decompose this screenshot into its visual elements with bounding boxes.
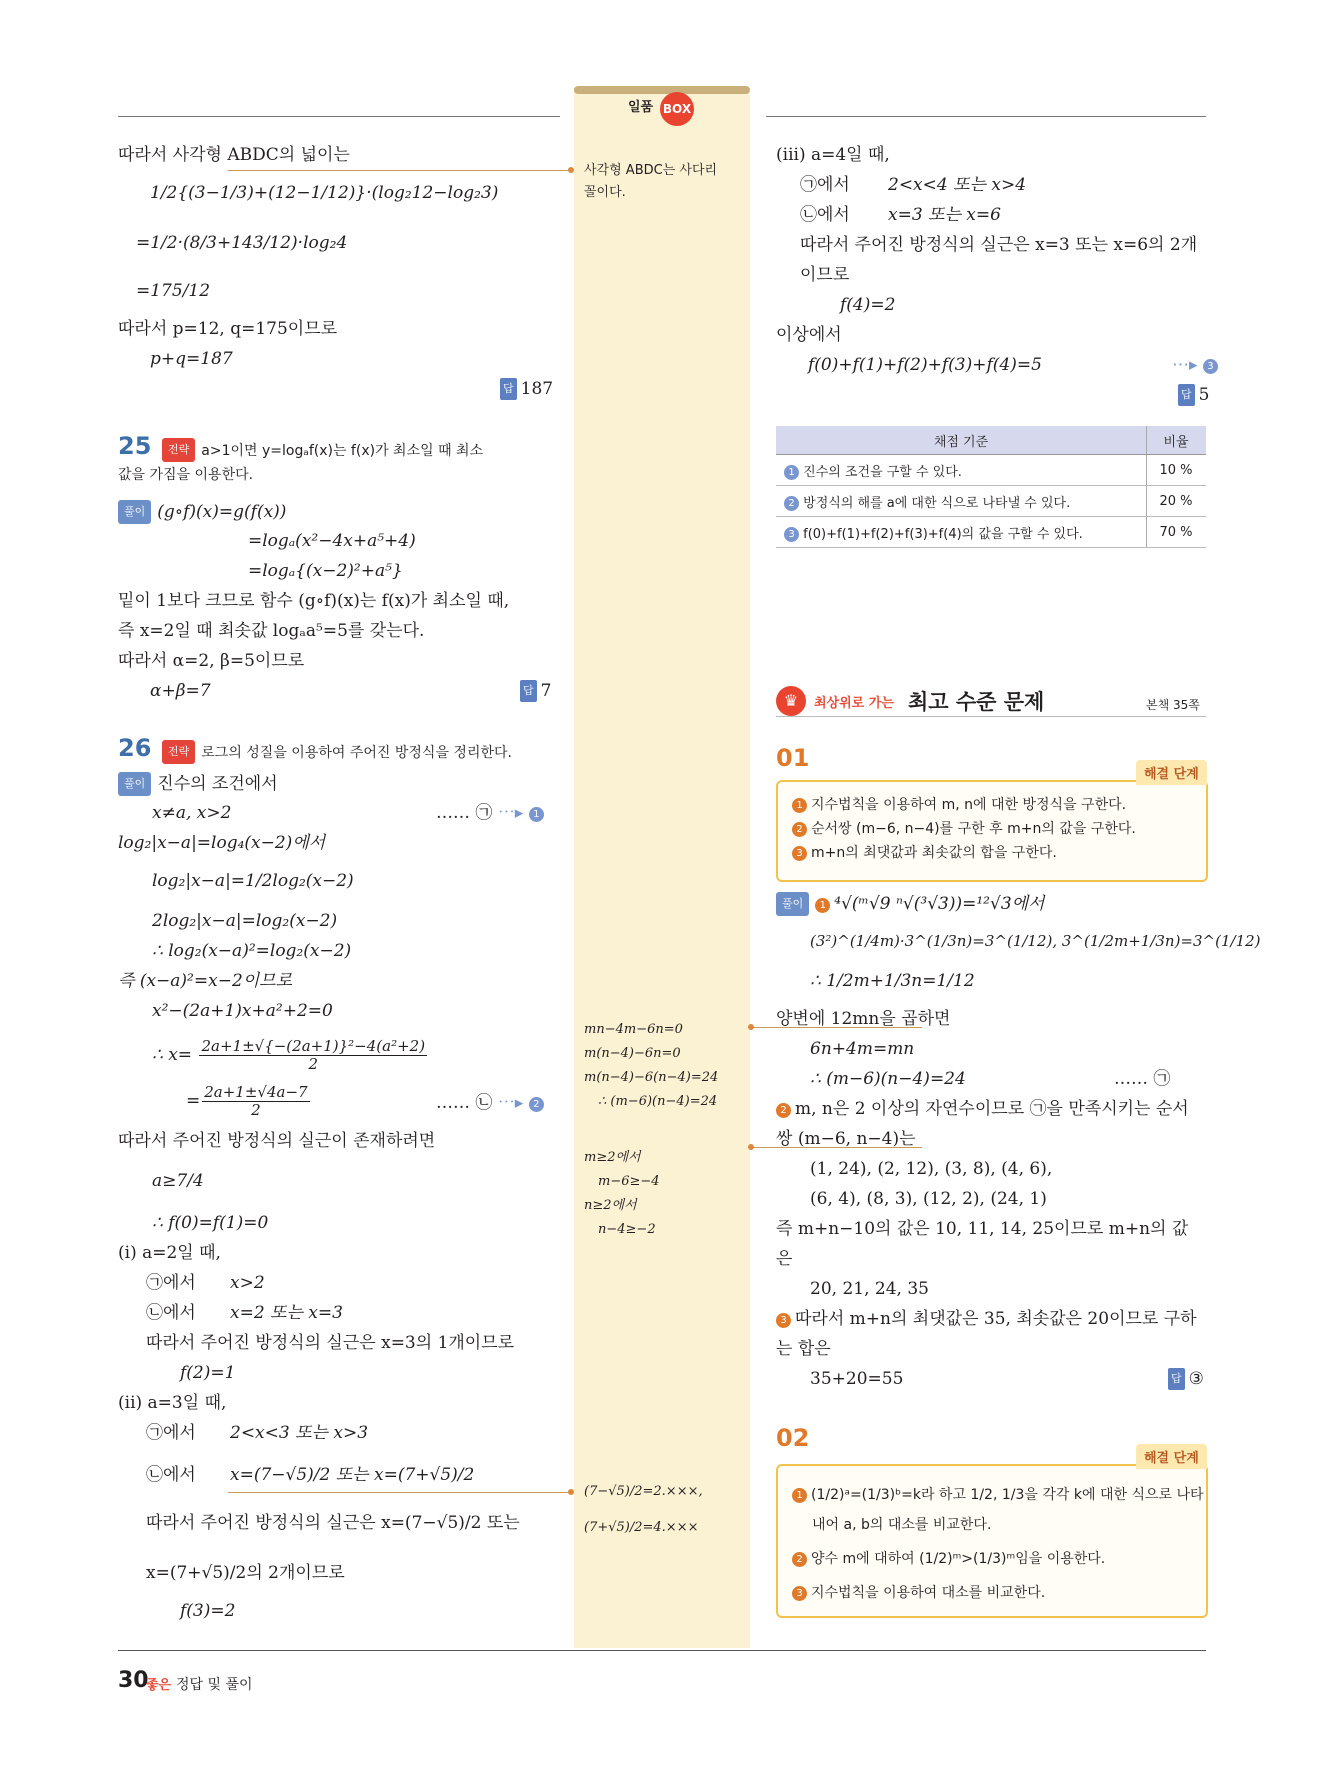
math-line: = $\frac{2a+1\pm√4a-7}{2}$	[186, 1083, 308, 1119]
answer-icon: 답	[520, 680, 537, 702]
side-math: (7+√5)/2=4.×××	[584, 1520, 699, 1535]
math-line: x>2	[230, 1273, 265, 1293]
math-line: 2log₂|x−a|=log₂(x−2)	[152, 911, 338, 931]
side-math: m≥2에서	[584, 1150, 641, 1165]
math-line: x≠a, x>2	[152, 803, 232, 823]
math-line: 6n+4m=mn	[810, 1039, 915, 1059]
answer-25: 답 7	[520, 680, 551, 702]
side-math: n≥2에서	[584, 1198, 637, 1213]
text-line: 이므로	[800, 265, 850, 285]
text-line: 이상에서	[776, 325, 842, 345]
side-note: 꼴이다.	[584, 185, 626, 200]
math-line: (3²)^(1/4m)·3^(1/3n)=3^(1/12), 3^(1/2m+1/3n)=3^(1/12)	[810, 932, 1261, 950]
text-line: ㉠에서	[146, 1273, 196, 1293]
math-line: =logₐ{(x−2)²+a⁵}	[248, 561, 403, 581]
math-line: =1/2·(8/3+143/12)·log₂4	[136, 233, 348, 253]
math-line: α+β=7	[150, 681, 211, 701]
equation-mark: …… ㉠	[1114, 1069, 1171, 1089]
step-item: 2 순서쌍 (m−6, n−4)를 구한 후 m+n의 값을 구한다.	[792, 818, 1136, 840]
text-line: 밑이 1보다 크므로 함수 (g∘f)(x)는 f(x)가 최소일 때,	[118, 591, 510, 611]
header-rule-right	[766, 116, 1206, 117]
side-math: m(n−4)−6n=0	[584, 1046, 681, 1061]
math-line: 즉 (x−a)²=x−2이므로	[118, 971, 293, 991]
note-pointer-dot	[748, 1024, 754, 1030]
section-title: 최고 수준 문제	[908, 690, 1045, 714]
math-line: f(4)=2	[840, 295, 896, 315]
math-line: ∴ log₂(x−a)²=log₂(x−2)	[152, 941, 352, 961]
text-line: 따라서 사각형 ABDC의 넓이는	[118, 145, 350, 165]
step-item: 1 (1/2)ᵃ=(1/3)ᵇ=k라 하고 1/2, 1/3을 각각 k에 대한 식으로 나타	[792, 1484, 1204, 1506]
text-line: 따라서 α=2, β=5이므로	[118, 651, 305, 671]
text-line: 따라서 p=12, q=175이므로	[118, 319, 338, 339]
side-note-column	[574, 88, 750, 1648]
box-badge: BOX	[660, 92, 694, 126]
note-pointer-dot	[568, 167, 574, 173]
footer-title: 정답 및 풀이	[176, 1677, 253, 1693]
math-line: 35+20=55	[810, 1369, 904, 1389]
text-line: 는 합은	[776, 1339, 831, 1359]
text-line: ㉡에서	[146, 1465, 196, 1485]
math-line: a≥7/4	[152, 1171, 204, 1191]
side-math: (7−√5)/2=2.×××,	[584, 1484, 703, 1499]
side-math: m−6≥−4	[598, 1174, 660, 1189]
step-item: 2 양수 m에 대하여 (1/2)ᵐ>(1/3)ᵐ임을 이용한다.	[792, 1548, 1105, 1570]
math-line: log₂|x−a|=log₄(x−2)에서	[118, 833, 326, 853]
text-line: ㉠에서	[146, 1423, 196, 1443]
strategy-line: 값을 가짐을 이용한다.	[118, 467, 254, 483]
footer-rule	[118, 1650, 1206, 1651]
math-line: (1, 24), (2, 12), (3, 8), (4, 6),	[810, 1159, 1053, 1179]
step-mark: ⋯▸ 3	[1172, 354, 1218, 376]
math-line: =logₐ(x²−4x+a⁵+4)	[248, 531, 416, 551]
note-pointer-dot	[748, 1144, 754, 1150]
steps-title: 해결 단계	[1136, 1444, 1207, 1469]
grading-table: 채점 기준 비율 1 진수의 조건을 구할 수 있다. 10 % 2 방정식의 해를 a에 대한 식으로 나타낼 수 있다. 20 % 3 f(0)+f(1)+f(2)+f(3)+f(4)의 값을 구할 수 있다. 70 %	[776, 426, 1206, 548]
math-line: ∴ x= $\frac{\text{2a+1±√\{−(2a+1)\}²−4(a²+2)}}{2}$	[152, 1037, 426, 1073]
step-item: 1 지수법칙을 이용하여 m, n에 대한 방정식을 구한다.	[792, 794, 1126, 816]
math-line: log₂|x−a|=1/2log₂(x−2)	[152, 871, 354, 891]
text-line: (i) a=2일 때,	[118, 1243, 221, 1263]
math-line: f(2)=1	[180, 1363, 236, 1383]
side-math: n−4≥−2	[598, 1222, 656, 1237]
text-line: 은	[776, 1249, 793, 1269]
math-line: ∴ 1/2m+1/3n=1/12	[810, 971, 975, 991]
math-line: 2<x<3 또는 x>3	[230, 1423, 369, 1443]
answer-icon: 답	[1168, 1368, 1185, 1390]
side-math: m(n−4)−6(n−4)=24	[584, 1070, 719, 1085]
text-line: (ii) a=3일 때,	[118, 1393, 227, 1413]
text-line: 쌍 (m−6, n−4)는	[776, 1129, 916, 1149]
math-line: ∴ (m−6)(n−4)=24	[810, 1069, 966, 1089]
math-line: x=2 또는 x=3	[230, 1303, 343, 1323]
math-line: x=(7−√5)/2 또는 x=(7+√5)/2	[230, 1465, 475, 1485]
answer-26: 답 5	[1178, 384, 1209, 406]
box-label: 일품	[628, 100, 654, 115]
section-rule	[776, 716, 1206, 717]
math-line: ∴ f(0)=f(1)=0	[152, 1213, 269, 1233]
trophy-icon: ♛	[776, 686, 806, 716]
problem-number: 01	[776, 744, 810, 772]
section-subtitle: 최상위로 가는	[814, 696, 894, 711]
math-line: (6, 4), (8, 3), (12, 2), (24, 1)	[810, 1189, 1047, 1209]
math-line: x=3 또는 x=6	[888, 205, 1001, 225]
equation-mark: …… ㉠ ⋯▸ 1	[436, 802, 544, 824]
answer-01: 답 ③	[1168, 1368, 1204, 1390]
math-line: =175/12	[136, 281, 211, 301]
math-line: 1/2{(3−1/3)+(12−1/12)}·(log₂12−log₂3)	[150, 183, 499, 203]
strategy-line: 전략 a>1이면 y=logₐf(x)는 f(x)가 최소일 때 최소	[162, 438, 483, 462]
text-line: 따라서 주어진 방정식의 실근이 존재하려면	[118, 1131, 436, 1151]
strategy-line: 전략 로그의 성질을 이용하여 주어진 방정식을 정리한다.	[162, 740, 512, 764]
text-line: 2 m, n은 2 이상의 자연수이므로 ㉠을 만족시키는 순서	[776, 1098, 1189, 1120]
math-line: p+q=187	[150, 349, 233, 369]
text-line: ㉡에서	[146, 1303, 196, 1323]
text-line: ㉠에서	[800, 175, 850, 195]
solution-line: 풀이 진수의 조건에서	[118, 772, 278, 796]
problem-number: 25	[118, 432, 152, 460]
step-2-icon: 2	[529, 1097, 544, 1112]
solution-line: 풀이 1 ⁴√(ᵐ√9 ⁿ√(³√3))=¹²√3에서	[776, 892, 1044, 916]
answer-24: 답 187	[500, 378, 553, 400]
math-line: f(3)=2	[180, 1601, 236, 1621]
section-ref: 본책 35쪽	[1146, 698, 1200, 712]
solution-line: 풀이 (g∘f)(x)=g(f(x))	[118, 500, 286, 524]
steps-title: 해결 단계	[1136, 760, 1207, 785]
text-line: 즉 x=2일 때 최솟값 logₐa⁵=5를 갖는다.	[118, 621, 425, 641]
box-header-bar	[574, 86, 750, 94]
math-line: f(0)+f(1)+f(2)+f(3)+f(4)=5	[808, 355, 1042, 375]
text-line: ㉡에서	[800, 205, 850, 225]
step-3-icon: 3	[1203, 359, 1218, 374]
header-rule-left	[118, 116, 560, 117]
problem-number: 02	[776, 1424, 810, 1452]
page-number: 30	[118, 1668, 149, 1693]
side-math: mn−4m−6n=0	[584, 1022, 683, 1037]
equation-mark: …… ㉡ ⋯▸ 2	[436, 1092, 544, 1114]
text-line: 즉 m+n−10의 값은 10, 11, 14, 25이므로 m+n의 값	[776, 1219, 1189, 1239]
side-math: ∴ (m−6)(n−4)=24	[598, 1094, 718, 1109]
text-line: 양변에 12mn을 곱하면	[776, 1009, 951, 1029]
note-pointer-dot	[568, 1489, 574, 1495]
answer-icon: 답	[1178, 384, 1195, 406]
math-line: x²−(2a+1)x+a²+2=0	[152, 1001, 333, 1021]
text-line: x=(7+√5)/2의 2개이므로	[146, 1563, 345, 1583]
text-line: 따라서 주어진 방정식의 실근은 x=(7−√5)/2 또는	[146, 1513, 520, 1533]
text-line: 3 따라서 m+n의 최댓값은 35, 최솟값은 20이므로 구하	[776, 1308, 1197, 1330]
text-line: 따라서 주어진 방정식의 실근은 x=3 또는 x=6의 2개	[800, 235, 1198, 255]
side-note: 사각형 ABDC는 사다리	[584, 163, 718, 178]
brand-logo: 좋은	[146, 1678, 172, 1693]
math-line: 2<x<4 또는 x>4	[888, 175, 1027, 195]
note-pointer	[228, 170, 572, 171]
answer-icon: 답	[500, 378, 517, 400]
text-line: (iii) a=4일 때,	[776, 145, 890, 165]
step-item: 3 지수법칙을 이용하여 대소를 비교한다.	[792, 1582, 1045, 1604]
problem-number: 26	[118, 734, 152, 762]
note-pointer	[228, 1492, 572, 1493]
step-1-icon: 1	[529, 807, 544, 822]
text-line: 따라서 주어진 방정식의 실근은 x=3의 1개이므로	[146, 1333, 515, 1353]
math-line: 20, 21, 24, 35	[810, 1279, 929, 1299]
step-item: 3 m+n의 최댓값과 최솟값의 합을 구한다.	[792, 842, 1057, 864]
step-item: 내어 a, b의 대소를 비교한다.	[812, 1517, 992, 1533]
